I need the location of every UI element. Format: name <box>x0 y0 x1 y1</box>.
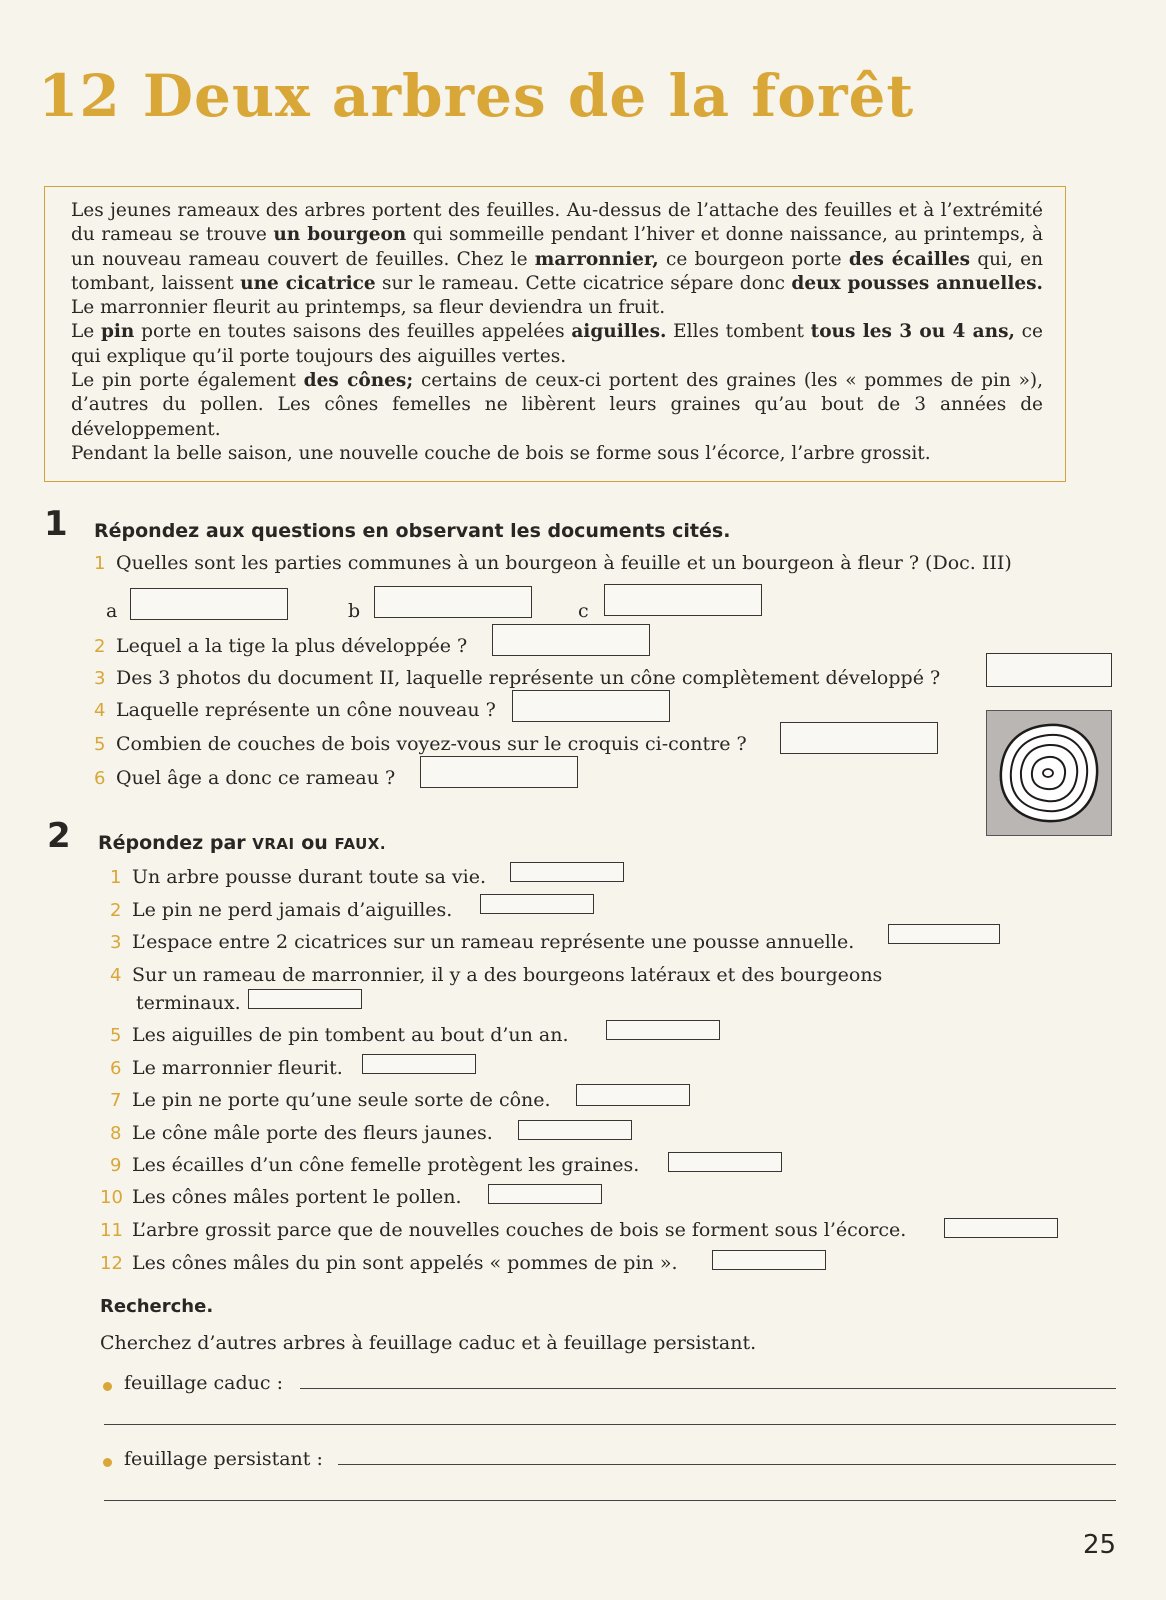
persistant-label: feuillage persistant : <box>124 1448 323 1470</box>
question-text: Lequel a la tige la plus développée ? <box>116 635 468 657</box>
text: sur le rameau. Cette cicatrice sépare donc <box>375 272 792 294</box>
wood-rings-sketch <box>986 710 1112 836</box>
text: porte en toutes saisons des feuilles appelées <box>134 321 572 343</box>
intro-paragraph-2 <box>71 320 1043 369</box>
s2-item-8 <box>110 1120 493 1147</box>
bold-term: aiguilles. <box>571 321 667 343</box>
answer-box-s1-q3[interactable] <box>986 653 1112 687</box>
text: Le <box>71 321 101 343</box>
answer-box-s2-11[interactable] <box>944 1218 1058 1238</box>
answer-box-a[interactable] <box>130 588 288 620</box>
intro-paragraph-1 <box>71 199 1043 320</box>
persistant-write-line[interactable] <box>338 1464 1116 1465</box>
question-text: Quelles sont les parties communes à un bourgeon à feuille et un bourgeon à fleur ? (Doc. III) <box>116 552 1012 574</box>
bold-term: une cicatrice <box>240 272 376 294</box>
text: Elles tombent <box>666 321 811 343</box>
section-1-number: 1 <box>44 504 68 544</box>
item-number: 8 <box>110 1123 122 1144</box>
caduc-write-line-2[interactable] <box>104 1424 1116 1425</box>
s2-item-1 <box>110 864 486 891</box>
bold-term: des écailles <box>848 248 971 270</box>
answer-box-s2-12[interactable] <box>712 1250 826 1270</box>
s2-item-2 <box>110 897 452 924</box>
s2-item-3 <box>110 929 854 956</box>
heading-vrai: VRAI <box>252 835 295 853</box>
s2-item-9 <box>110 1152 639 1179</box>
answer-box-s2-8[interactable] <box>518 1120 632 1140</box>
text: ce qui explique qu’il porte toujours des aiguilles vertes. <box>71 321 1043 367</box>
item-number: 10 <box>100 1187 123 1208</box>
bold-term: pin <box>100 321 135 343</box>
answer-box-c[interactable] <box>604 584 762 616</box>
question-number: 4 <box>94 700 106 721</box>
item-text: L’espace entre 2 cicatrices sur un rameau représente une pousse annuelle. <box>132 931 855 953</box>
item-number: 12 <box>100 1253 123 1274</box>
s2-item-11 <box>100 1217 906 1244</box>
intro-paragraph-3 <box>71 369 1043 442</box>
text: ce bourgeon porte <box>658 248 849 270</box>
item-text: Le pin ne porte qu’une seule sorte de cône. <box>132 1089 551 1111</box>
item-text: Les cônes mâles du pin sont appelés « pommes de pin ». <box>132 1252 678 1274</box>
s1-question-4 <box>94 697 496 724</box>
s1-question-2 <box>94 633 467 660</box>
item-number: 5 <box>110 1025 122 1046</box>
heading-text: ou <box>294 832 335 854</box>
text: Le pin porte également <box>71 370 304 392</box>
answer-label-b: b <box>348 600 361 622</box>
section-2-number: 2 <box>47 816 71 856</box>
s2-item-7 <box>110 1087 551 1114</box>
s2-item-5 <box>110 1022 569 1049</box>
item-text: Les cônes mâles portent le pollen. <box>132 1186 462 1208</box>
tree-rings-icon <box>987 711 1111 835</box>
question-text: Quel âge a donc ce rameau ? <box>116 767 396 789</box>
page-number: 25 <box>1083 1530 1117 1560</box>
s1-question-5 <box>94 731 747 758</box>
answer-box-s1-q6[interactable] <box>420 756 578 788</box>
bullet-icon <box>103 1458 112 1467</box>
answer-label-a: a <box>106 600 118 622</box>
answer-box-s2-1[interactable] <box>510 862 624 882</box>
item-number: 7 <box>110 1090 122 1111</box>
chapter-number: 12 <box>38 62 121 130</box>
item-number: 9 <box>110 1155 122 1176</box>
item-text: Les écailles d’un cône femelle protègent les graines. <box>132 1154 640 1176</box>
persistant-write-line-2[interactable] <box>104 1500 1116 1501</box>
item-number: 1 <box>110 867 122 888</box>
question-text: Combien de couches de bois voyez-vous sur le croquis ci-contre ? <box>116 733 747 755</box>
section-1-heading: Répondez aux questions en observant les documents cités. <box>94 520 731 542</box>
item-text: L’arbre grossit parce que de nouvelles couches de bois se forment sous l’écorce. <box>132 1219 907 1241</box>
bold-term: un bourgeon <box>273 224 407 246</box>
s2-item-4 <box>110 962 882 989</box>
bold-term: tous les 3 ou 4 ans, <box>810 321 1015 343</box>
bold-term: des cônes; <box>303 370 414 392</box>
answer-box-s2-3[interactable] <box>888 924 1000 944</box>
answer-box-s2-10[interactable] <box>488 1184 602 1204</box>
answer-box-s1-q5[interactable] <box>780 722 938 754</box>
page-title <box>38 62 914 130</box>
item-text: Les aiguilles de pin tombent au bout d’un an. <box>132 1024 569 1046</box>
item-text: Sur un rameau de marronnier, il y a des bourgeons latéraux et des bourgeons <box>132 964 883 986</box>
text: certains de ceux-ci portent des graines (les « pommes de pin »), d’autres du pollen. Les cônes femelles ne libèrent leurs graines qu’au bout de 3 années de développement. <box>71 370 1043 440</box>
s1-question-3 <box>94 665 940 692</box>
answer-box-s2-2[interactable] <box>480 894 594 914</box>
answer-box-s2-4[interactable] <box>248 989 362 1009</box>
item-number: 4 <box>110 965 122 986</box>
answer-box-b[interactable] <box>374 586 532 618</box>
answer-box-s1-q2[interactable] <box>492 624 650 656</box>
recherche-title: Recherche. <box>100 1296 214 1317</box>
item-text: Le pin ne perd jamais d’aiguilles. <box>132 899 453 921</box>
intro-box <box>44 186 1066 482</box>
question-number: 2 <box>94 636 106 657</box>
s2-item-6 <box>110 1055 343 1082</box>
answer-box-s1-q4[interactable] <box>512 690 670 722</box>
question-number: 3 <box>94 668 106 689</box>
intro-paragraph-4: Pendant la belle saison, une nouvelle couche de bois se forme sous l’écorce, l’arbre grossit. <box>71 442 931 464</box>
item-text: Le cône mâle porte des fleurs jaunes. <box>132 1122 493 1144</box>
text: qui sommeille pendant l’hiver et donne naissance, au printemps, à un nouveau rameau couvert de feuilles. Chez le <box>71 224 1044 270</box>
item-text: Un arbre pousse durant toute sa vie. <box>132 866 487 888</box>
s1-question-6 <box>94 765 395 792</box>
item-number: 3 <box>110 932 122 953</box>
heading-faux: FAUX. <box>334 835 387 853</box>
text: qui, en tombant, laissent <box>71 248 1044 294</box>
item-text: Le marronnier fleurit. <box>132 1057 343 1079</box>
bold-term: marronnier, <box>534 248 659 270</box>
bold-term: deux pousses annuelles. <box>791 272 1043 294</box>
text: Le marronnier fleurit au printemps, sa fleur deviendra un fruit. <box>71 297 666 319</box>
question-number: 1 <box>94 553 106 574</box>
s2-item-10 <box>100 1184 462 1211</box>
chapter-title: Deux arbres de la forêt <box>142 62 915 130</box>
item-number: 2 <box>110 900 122 921</box>
item-number: 6 <box>110 1058 122 1079</box>
answer-label-c: c <box>578 600 589 622</box>
s1-question-1 <box>94 550 1012 577</box>
question-text: Laquelle représente un cône nouveau ? <box>116 699 496 721</box>
s2-item-4-continued: terminaux. <box>136 992 241 1014</box>
recherche-instructions: Cherchez d’autres arbres à feuillage caduc et à feuillage persistant. <box>100 1332 757 1354</box>
question-number: 6 <box>94 768 106 789</box>
heading-text: Répondez par <box>98 832 253 854</box>
question-number: 5 <box>94 734 106 755</box>
answer-box-s2-5[interactable] <box>606 1020 720 1040</box>
caduc-label: feuillage caduc : <box>124 1372 283 1394</box>
text: Les jeunes rameaux des arbres portent des feuilles. Au-dessus de l’attache des feuilles et à l’extrémité du rameau se trouve <box>71 200 1043 246</box>
bullet-icon <box>103 1382 112 1391</box>
s2-item-12 <box>100 1250 677 1277</box>
caduc-write-line[interactable] <box>300 1388 1116 1389</box>
section-2-heading <box>98 832 386 854</box>
answer-box-s2-9[interactable] <box>668 1152 782 1172</box>
answer-box-s2-7[interactable] <box>576 1084 690 1106</box>
question-text: Des 3 photos du document II, laquelle représente un cône complètement développé ? <box>116 667 941 689</box>
answer-box-s2-6[interactable] <box>362 1054 476 1074</box>
item-number: 11 <box>100 1220 123 1241</box>
